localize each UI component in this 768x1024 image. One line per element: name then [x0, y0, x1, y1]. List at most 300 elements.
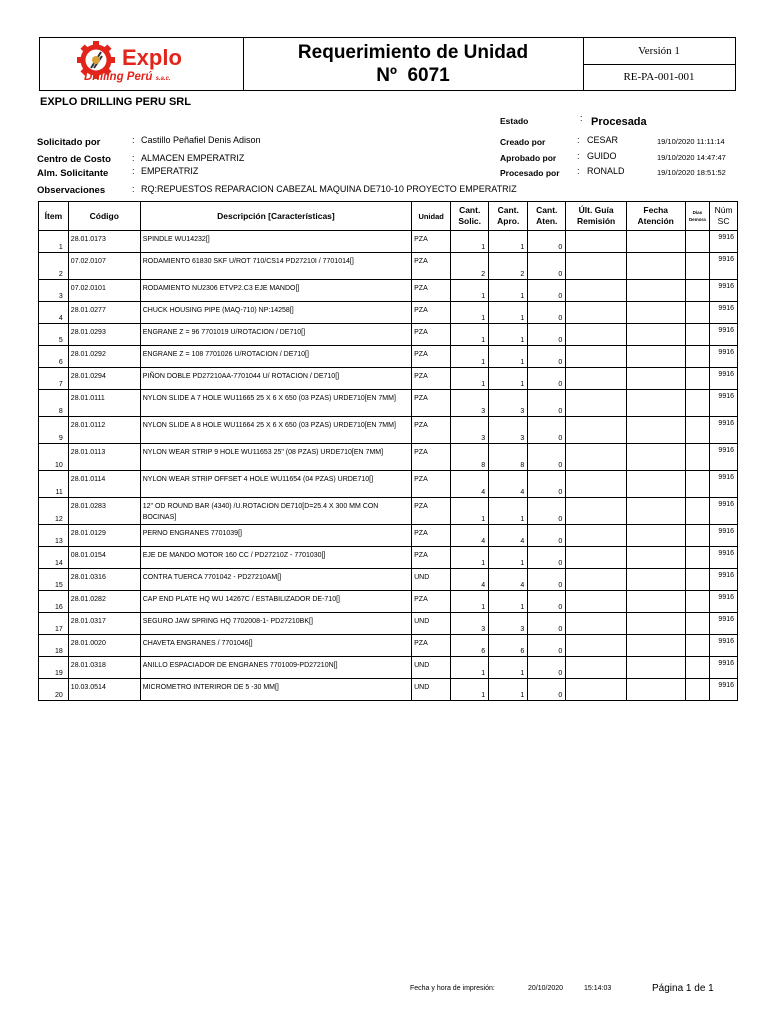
dias-cell — [685, 280, 710, 302]
descripcion-cell: NYLON SLIDE A 7 HOLE WU11665 25 X 6 X 650 (03 PZAS) URDE710[EN 7MM] — [140, 390, 411, 417]
codigo-cell: 28.01.0112 — [68, 417, 140, 444]
table-row — [39, 498, 738, 525]
cant-aten-cell: 0 — [528, 679, 566, 701]
guia-cell — [566, 231, 627, 253]
descripcion-cell: PIÑON DOBLE PD27210AA-7701044 U/ ROTACION / DE710[] — [140, 368, 411, 390]
fecha-cell — [626, 368, 685, 390]
cant-solic-cell: 1 — [451, 231, 489, 253]
item-cell: 17 — [39, 613, 69, 635]
codigo-cell: 07.02.0101 — [68, 280, 140, 302]
cant-aten-cell: 0 — [528, 231, 566, 253]
cant-aten-cell: 0 — [528, 346, 566, 368]
cant-apro-cell: 3 — [489, 613, 528, 635]
company-name: EXPLO DRILLING PERU SRL — [40, 96, 191, 108]
obs-label: Observaciones — [37, 185, 106, 196]
descripcion-cell: 12" OD ROUND BAR (4340) /U.ROTACION DE710[D=25.4 X 300 MM CON BOCINAS] — [140, 498, 411, 525]
item-cell: 20 — [39, 679, 69, 701]
guia-cell — [566, 471, 627, 498]
unidad-cell: PZA — [412, 302, 451, 324]
descripcion-cell: ENGRANE Z = 108 7701026 U/ROTACION / DE710[] — [140, 346, 411, 368]
fecha-cell — [626, 444, 685, 471]
table-row — [39, 280, 738, 302]
sc-cell: 9916 — [710, 417, 738, 444]
unidad-cell: PZA — [412, 635, 451, 657]
cant-aten-cell: 0 — [528, 280, 566, 302]
col-dias — [685, 202, 710, 231]
cant-solic-cell: 1 — [451, 679, 489, 701]
obs-value: RQ:REPUESTOS REPARACION CABEZAL MAQUINA DE710-10 PROYECTO EMPERATRIZ — [141, 184, 517, 194]
cant-solic-cell: 3 — [451, 613, 489, 635]
item-cell: 16 — [39, 591, 69, 613]
codigo-cell: 28.01.0293 — [68, 324, 140, 346]
unidad-cell: PZA — [412, 547, 451, 569]
item-cell: 2 — [39, 253, 69, 280]
cant-aten-cell: 0 — [528, 471, 566, 498]
table-row — [39, 613, 738, 635]
cant-apro-cell: 1 — [489, 346, 528, 368]
cant-apro-cell: 1 — [489, 324, 528, 346]
descripcion-cell: ANILLO ESPACIADOR DE ENGRANES 7701009-PD27210N[] — [140, 657, 411, 679]
guia-cell — [566, 657, 627, 679]
col-guia-l1: Últ. Guía — [578, 205, 614, 215]
descripcion-cell: CHAVETA ENGRANES / 7701046[] — [140, 635, 411, 657]
logo-word-drilling — [84, 71, 171, 83]
aprobado-label: Aprobado por — [500, 153, 557, 163]
dias-cell — [685, 324, 710, 346]
fecha-cell — [626, 390, 685, 417]
cant-apro-cell: 2 — [489, 253, 528, 280]
col-fecha-l1: Fecha — [643, 205, 668, 215]
cant-solic-cell: 1 — [451, 368, 489, 390]
cant-aten-cell: 0 — [528, 635, 566, 657]
cant-apro-cell: 1 — [489, 498, 528, 525]
cant-aten-cell: 0 — [528, 253, 566, 280]
dias-cell — [685, 253, 710, 280]
item-cell: 15 — [39, 569, 69, 591]
creado-colon: : — [577, 135, 580, 145]
cant-solic-cell: 2 — [451, 253, 489, 280]
dias-cell — [685, 390, 710, 417]
table-row — [39, 679, 738, 701]
table-row — [39, 525, 738, 547]
sc-cell: 9916 — [710, 280, 738, 302]
sc-cell: 9916 — [710, 547, 738, 569]
col-cant-solic — [451, 202, 489, 231]
table-row — [39, 471, 738, 498]
guia-cell — [566, 417, 627, 444]
sc-cell: 9916 — [710, 231, 738, 253]
col-sc — [710, 202, 738, 231]
codigo-cell: 08.01.0154 — [68, 547, 140, 569]
descripcion-cell: CAP END PLATE HQ WU 14267C / ESTABILIZADOR DE-710[] — [140, 591, 411, 613]
codigo-cell: 28.01.0294 — [68, 368, 140, 390]
guia-cell — [566, 613, 627, 635]
item-cell: 1 — [39, 231, 69, 253]
cant-apro-cell: 6 — [489, 635, 528, 657]
unidad-cell: UND — [412, 679, 451, 701]
codigo-cell: 28.01.0318 — [68, 657, 140, 679]
sc-cell: 9916 — [710, 498, 738, 525]
codigo-cell: 28.01.0283 — [68, 498, 140, 525]
col-item: Ítem — [39, 202, 69, 231]
aprobado-value: GUIDO — [587, 151, 617, 161]
codigo-cell: 07.02.0107 — [68, 253, 140, 280]
sc-cell: 9916 — [710, 444, 738, 471]
guia-cell — [566, 635, 627, 657]
sc-cell: 9916 — [710, 368, 738, 390]
guia-cell — [566, 390, 627, 417]
descripcion-cell: RODAMIENTO 61830 SKF U/ROT 710/CS14 PD27210I / 7701014[] — [140, 253, 411, 280]
fecha-cell — [626, 613, 685, 635]
fecha-cell — [626, 302, 685, 324]
obs-colon: : — [132, 184, 135, 194]
descripcion-cell: PERNO ENGRANES 7701039[] — [140, 525, 411, 547]
col-dias-l2: Demora — [688, 217, 706, 222]
cant-solic-cell: 1 — [451, 346, 489, 368]
col-cant-apro-l1: Cant. — [497, 205, 519, 215]
cant-solic-cell: 4 — [451, 525, 489, 547]
dias-cell — [685, 471, 710, 498]
dias-cell — [685, 657, 710, 679]
cant-aten-cell: 0 — [528, 390, 566, 417]
fecha-cell — [626, 471, 685, 498]
sc-cell: 9916 — [710, 591, 738, 613]
cant-apro-cell: 4 — [489, 569, 528, 591]
dias-cell — [685, 613, 710, 635]
col-fecha-l2: Atención — [637, 216, 674, 226]
item-cell: 7 — [39, 368, 69, 390]
item-cell: 11 — [39, 471, 69, 498]
item-cell: 5 — [39, 324, 69, 346]
cant-apro-cell: 1 — [489, 231, 528, 253]
guia-cell — [566, 569, 627, 591]
dias-cell — [685, 498, 710, 525]
guia-cell — [566, 547, 627, 569]
dias-cell — [685, 368, 710, 390]
table-row — [39, 635, 738, 657]
col-cant-solic-l1: Cant. — [459, 205, 481, 215]
cant-solic-cell: 4 — [451, 471, 489, 498]
fecha-cell — [626, 525, 685, 547]
guia-cell — [566, 280, 627, 302]
centro-label: Centro de Costo — [37, 154, 111, 165]
sc-cell: 9916 — [710, 525, 738, 547]
cant-solic-cell: 1 — [451, 302, 489, 324]
guia-cell — [566, 302, 627, 324]
doc-code-cell — [583, 64, 735, 90]
alm-value: EMPERATRIZ — [141, 166, 199, 176]
descripcion-cell: MICROMETRO INTERIROR DE 5 -30 MM[] — [140, 679, 411, 701]
col-fecha — [626, 202, 685, 231]
unidad-cell: PZA — [412, 444, 451, 471]
cant-aten-cell: 0 — [528, 368, 566, 390]
number-value: 6071 — [407, 65, 450, 86]
cant-apro-cell: 4 — [489, 471, 528, 498]
col-sc-l1: Núm — [714, 205, 733, 215]
fecha-cell — [626, 253, 685, 280]
cant-solic-cell: 1 — [451, 547, 489, 569]
item-cell: 14 — [39, 547, 69, 569]
cant-aten-cell: 0 — [528, 591, 566, 613]
fecha-cell — [626, 679, 685, 701]
descripcion-cell: ENGRANE Z = 96 7701019 U/ROTACION / DE710[] — [140, 324, 411, 346]
table-row — [39, 569, 738, 591]
dias-cell — [685, 569, 710, 591]
unidad-cell: PZA — [412, 231, 451, 253]
table-row — [39, 444, 738, 471]
guia-cell — [566, 324, 627, 346]
cant-apro-cell: 4 — [489, 525, 528, 547]
cant-aten-cell: 0 — [528, 302, 566, 324]
col-guia-l2: Remisión — [576, 216, 616, 226]
codigo-cell: 28.01.0173 — [68, 231, 140, 253]
item-cell: 10 — [39, 444, 69, 471]
unidad-cell: PZA — [412, 390, 451, 417]
dias-cell — [685, 444, 710, 471]
table-row — [39, 591, 738, 613]
item-cell: 19 — [39, 657, 69, 679]
codigo-cell: 28.01.0317 — [68, 613, 140, 635]
item-cell: 9 — [39, 417, 69, 444]
cant-apro-cell: 1 — [489, 657, 528, 679]
cant-apro-cell: 1 — [489, 547, 528, 569]
cant-aten-cell: 0 — [528, 498, 566, 525]
fecha-cell — [626, 569, 685, 591]
unidad-cell: PZA — [412, 280, 451, 302]
cant-apro-cell: 1 — [489, 368, 528, 390]
sc-cell: 9916 — [710, 390, 738, 417]
logo-drilling-text: Drilling Perú — [84, 71, 153, 83]
table-row — [39, 390, 738, 417]
fecha-cell — [626, 231, 685, 253]
guia-cell — [566, 525, 627, 547]
dias-cell — [685, 525, 710, 547]
cant-aten-cell: 0 — [528, 657, 566, 679]
codigo-cell: 28.01.0113 — [68, 444, 140, 471]
centro-colon: : — [132, 153, 135, 163]
descripcion-cell: CONTRA TUERCA 7701042 - PD27210AM[] — [140, 569, 411, 591]
descripcion-cell: NYLON SLIDE A 8 HOLE WU11664 25 X 6 X 650 (03 PZAS) URDE710[EN 7MM] — [140, 417, 411, 444]
descripcion-cell: NYLON WEAR STRIP OFFSET 4 HOLE WU11654 (04 PZAS) URDE710[] — [140, 471, 411, 498]
table-row — [39, 231, 738, 253]
col-cant-apro-l2: Apro. — [497, 216, 520, 226]
estado-value: Procesada — [591, 116, 647, 128]
col-sc-l2: SC — [717, 216, 730, 226]
solicitado-label: Solicitado por — [37, 137, 101, 148]
cant-aten-cell: 0 — [528, 525, 566, 547]
fecha-cell — [626, 591, 685, 613]
guia-cell — [566, 498, 627, 525]
col-codigo: Código — [68, 202, 140, 231]
descripcion-cell: CHUCK HOUSING PIPE (MAQ-710) NP:14258[] — [140, 302, 411, 324]
aprobado-colon: : — [577, 151, 580, 161]
creado-label: Creado por — [500, 137, 546, 147]
cant-solic-cell: 1 — [451, 591, 489, 613]
col-cant-aten-l1: Cant. — [536, 205, 558, 215]
dias-cell — [685, 417, 710, 444]
unidad-cell: PZA — [412, 525, 451, 547]
sc-cell: 9916 — [710, 613, 738, 635]
item-cell: 12 — [39, 498, 69, 525]
procesado-label: Procesado por — [500, 168, 560, 178]
fecha-cell — [626, 635, 685, 657]
table-header-row — [39, 202, 738, 231]
guia-cell — [566, 346, 627, 368]
col-unidad: Unidad — [412, 202, 451, 231]
page-indicator: Página 1 de 1 — [652, 983, 714, 994]
dias-cell — [685, 547, 710, 569]
descripcion-cell: EJE DE MANDO MOTOR 160 CC / PD27210Z - 7701030[] — [140, 547, 411, 569]
centro-value: ALMACEN EMPERATRIZ — [141, 153, 245, 163]
aprobado-datetime: 19/10/2020 14:47:47 — [657, 153, 726, 162]
fecha-cell — [626, 324, 685, 346]
sc-cell: 9916 — [710, 635, 738, 657]
logo-suffix: s.a.c. — [155, 76, 171, 82]
table-row — [39, 302, 738, 324]
guia-cell — [566, 253, 627, 280]
cant-aten-cell: 0 — [528, 444, 566, 471]
descripcion-cell: RODAMIENTO NU2306 ETVP2.C3 EJE MANDO[] — [140, 280, 411, 302]
doc-code-text: RE-PA-001-001 — [623, 71, 695, 83]
item-cell: 4 — [39, 302, 69, 324]
descripcion-cell: SPINDLE WU14232[] — [140, 231, 411, 253]
col-descripcion: Descripción [Características] — [140, 202, 411, 231]
dias-cell — [685, 591, 710, 613]
cant-solic-cell: 3 — [451, 417, 489, 444]
fecha-cell — [626, 547, 685, 569]
cant-solic-cell: 1 — [451, 280, 489, 302]
cant-solic-cell: 1 — [451, 657, 489, 679]
table-row — [39, 253, 738, 280]
unidad-cell: PZA — [412, 498, 451, 525]
item-cell: 6 — [39, 346, 69, 368]
fecha-cell — [626, 657, 685, 679]
sc-cell: 9916 — [710, 346, 738, 368]
cant-aten-cell: 0 — [528, 417, 566, 444]
col-cant-aten-l2: Aten. — [536, 216, 558, 226]
cant-aten-cell: 0 — [528, 569, 566, 591]
print-time: 15:14:03 — [584, 985, 612, 992]
print-label: Fecha y hora de impresión: — [410, 985, 495, 992]
table-row — [39, 417, 738, 444]
unidad-cell: PZA — [412, 324, 451, 346]
guia-cell — [566, 591, 627, 613]
unidad-cell: UND — [412, 569, 451, 591]
creado-datetime: 19/10/2020 11:11:14 — [657, 137, 725, 146]
sc-cell: 9916 — [710, 679, 738, 701]
estado-label: Estado — [500, 116, 529, 126]
cant-solic-cell: 8 — [451, 444, 489, 471]
cant-aten-cell: 0 — [528, 324, 566, 346]
descripcion-cell: NYLON WEAR STRIP 9 HOLE WU11653 25" (08 PZAS) URDE710[EN 7MM] — [140, 444, 411, 471]
print-date: 20/10/2020 — [528, 985, 564, 992]
version-cell — [583, 38, 735, 65]
codigo-cell: 28.01.0111 — [68, 390, 140, 417]
col-guia — [566, 202, 627, 231]
guia-cell — [566, 368, 627, 390]
unidad-cell: PZA — [412, 368, 451, 390]
codigo-cell: 28.01.0020 — [68, 635, 140, 657]
guia-cell — [566, 679, 627, 701]
cant-apro-cell: 3 — [489, 390, 528, 417]
dias-cell — [685, 346, 710, 368]
item-cell: 8 — [39, 390, 69, 417]
dias-cell — [685, 679, 710, 701]
sc-cell: 9916 — [710, 471, 738, 498]
table-row — [39, 324, 738, 346]
cant-solic-cell: 1 — [451, 324, 489, 346]
version-text: Versión 1 — [638, 45, 680, 57]
unidad-cell: PZA — [412, 591, 451, 613]
descripcion-cell: SEGURO JAW SPRING HQ 7702008-1- PD27210BK[] — [140, 613, 411, 635]
col-cant-aten — [528, 202, 566, 231]
item-cell: 18 — [39, 635, 69, 657]
sc-cell: 9916 — [710, 657, 738, 679]
codigo-cell: 28.01.0277 — [68, 302, 140, 324]
solicitado-colon: : — [132, 135, 135, 145]
cant-solic-cell: 4 — [451, 569, 489, 591]
procesado-value: RONALD — [587, 166, 625, 176]
sc-cell: 9916 — [710, 569, 738, 591]
cant-aten-cell: 0 — [528, 547, 566, 569]
alm-label: Alm. Solicitante — [37, 168, 109, 179]
estado-colon: : — [580, 113, 583, 123]
unidad-cell: PZA — [412, 253, 451, 280]
codigo-cell: 28.01.0114 — [68, 471, 140, 498]
table-row — [39, 346, 738, 368]
document-header — [39, 37, 736, 91]
cant-aten-cell: 0 — [528, 613, 566, 635]
logo-word-explo: Explo — [122, 45, 182, 70]
cant-solic-cell: 1 — [451, 498, 489, 525]
items-table — [38, 201, 738, 701]
title-cell — [243, 38, 584, 90]
unidad-cell: UND — [412, 657, 451, 679]
cant-apro-cell: 3 — [489, 417, 528, 444]
sc-cell: 9916 — [710, 253, 738, 280]
document-number — [243, 65, 583, 87]
cant-apro-cell: 8 — [489, 444, 528, 471]
procesado-datetime: 19/10/2020 18:51:52 — [657, 168, 726, 177]
table-row — [39, 657, 738, 679]
unidad-cell: PZA — [412, 346, 451, 368]
table-row — [39, 547, 738, 569]
codigo-cell: 28.01.0316 — [68, 569, 140, 591]
dias-cell — [685, 635, 710, 657]
table-row — [39, 368, 738, 390]
cant-apro-cell: 1 — [489, 591, 528, 613]
procesado-colon: : — [577, 166, 580, 176]
fecha-cell — [626, 417, 685, 444]
col-cant-solic-l2: Solic. — [458, 216, 482, 226]
dias-cell — [685, 302, 710, 324]
unidad-cell: PZA — [412, 471, 451, 498]
sc-cell: 9916 — [710, 324, 738, 346]
fecha-cell — [626, 498, 685, 525]
unidad-cell: UND — [412, 613, 451, 635]
codigo-cell: 28.01.0282 — [68, 591, 140, 613]
cant-apro-cell: 1 — [489, 280, 528, 302]
item-cell: 13 — [39, 525, 69, 547]
codigo-cell: 28.01.0129 — [68, 525, 140, 547]
cant-solic-cell: 3 — [451, 390, 489, 417]
dias-cell — [685, 231, 710, 253]
codigo-cell: 10.03.0514 — [68, 679, 140, 701]
unidad-cell: PZA — [412, 417, 451, 444]
alm-colon: : — [132, 166, 135, 176]
number-label: Nº — [376, 65, 397, 86]
fecha-cell — [626, 280, 685, 302]
